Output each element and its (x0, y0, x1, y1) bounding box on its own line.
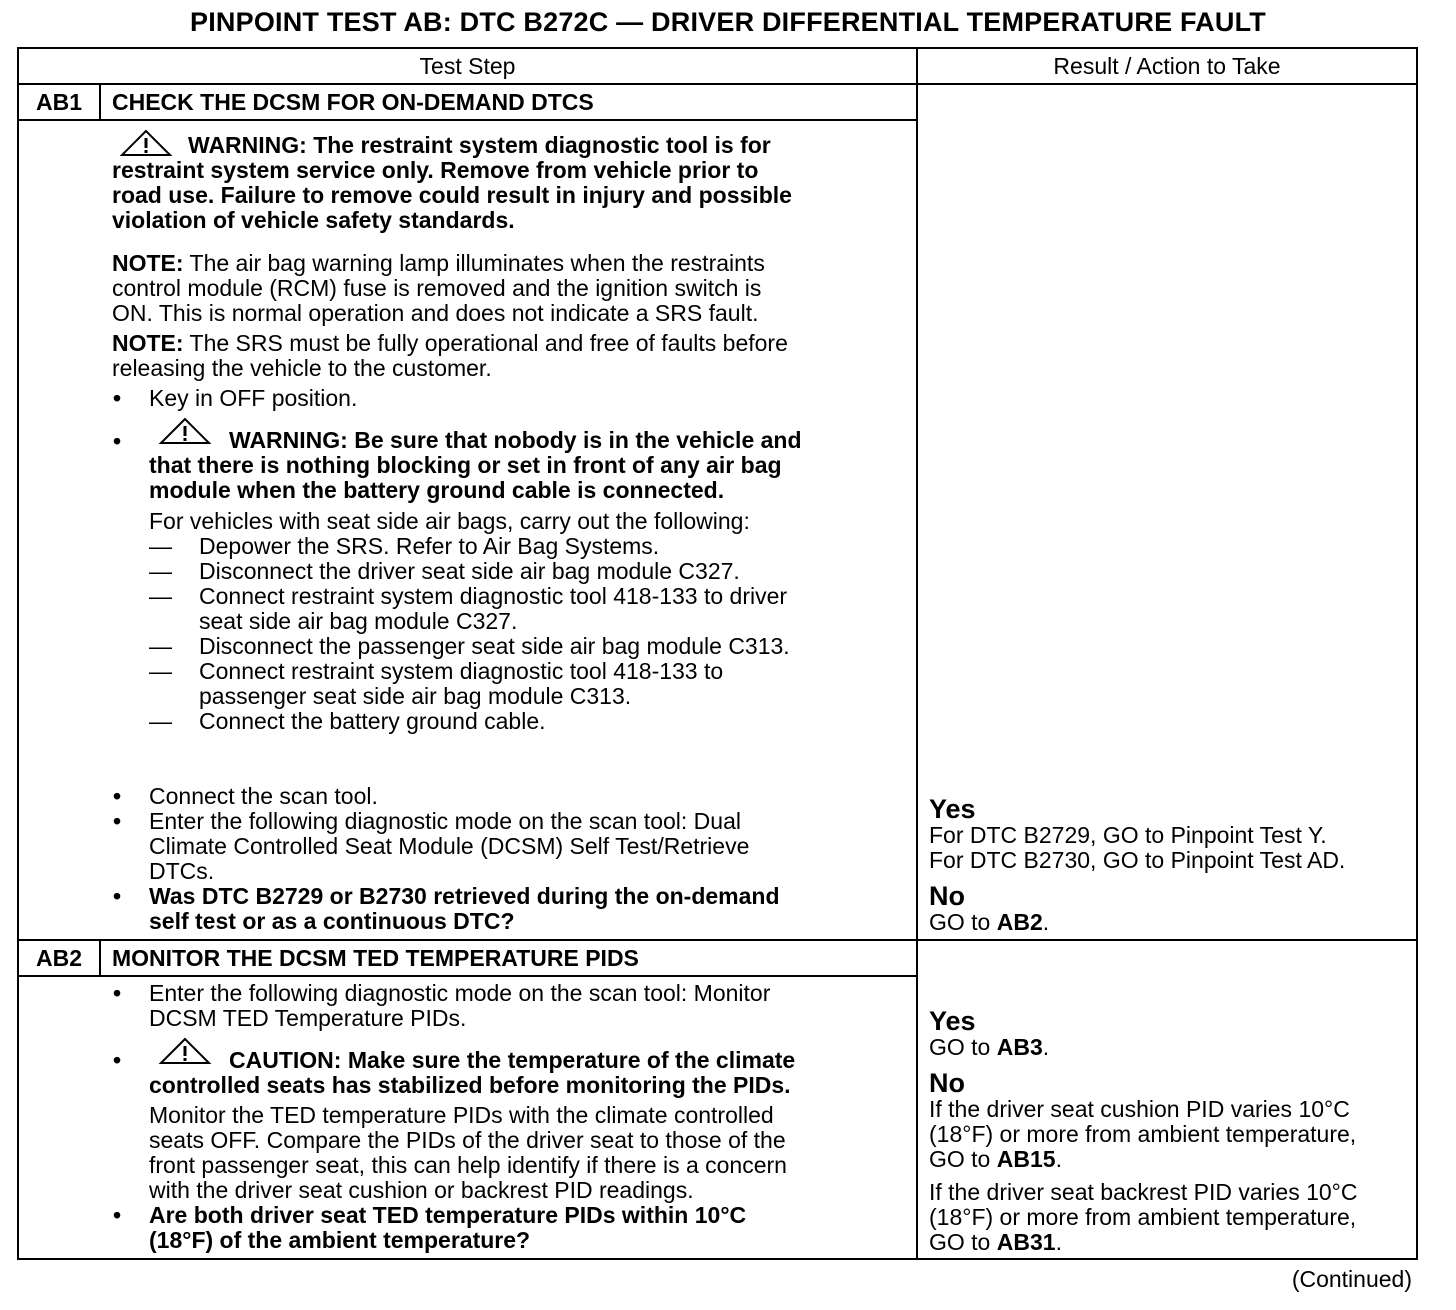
column-divider (916, 47, 918, 1260)
step-line: Enter the following diagnostic mode on the scan tool: Dual (149, 808, 741, 834)
side-airbag-intro: For vehicles with seat side air bags, carry out the following: (149, 508, 750, 534)
note-text: The air bag warning lamp illuminates when the restraints (183, 250, 765, 276)
result-line: If the driver seat backrest PID varies 10°C (929, 1179, 1358, 1205)
result-text: GO to (929, 1034, 997, 1060)
step-title: MONITOR THE DCSM TED TEMPERATURE PIDS (112, 945, 639, 971)
result-text: . (1042, 909, 1050, 935)
step-id-divider (99, 940, 101, 977)
dash-icon: — (149, 583, 172, 609)
warning-line: WARNING: Be sure that nobody is in the vehicle and (229, 427, 802, 453)
bullet-icon: • (113, 1202, 122, 1228)
monitor-line: front passenger seat, this can help identify if there is a concern (149, 1152, 787, 1178)
monitor-line: with the driver seat cushion or backrest PID readings. (149, 1177, 694, 1203)
step-question (149, 884, 780, 934)
result-line: For DTC B2730, GO to Pinpoint Test AD. (929, 847, 1346, 873)
no-label: No (929, 881, 965, 911)
substep (199, 659, 723, 709)
ab2-title-rule (17, 975, 918, 977)
question-line: Was DTC B2729 or B2730 retrieved during the on-demand (149, 883, 780, 909)
dash-icon: — (149, 658, 172, 684)
yes-label: Yes (929, 794, 976, 824)
bullet-icon: • (113, 1047, 122, 1073)
step-enter-mode (149, 981, 770, 1031)
question-line: self test or as a continuous DTC? (149, 908, 515, 934)
step-id: AB1 (35, 89, 82, 115)
step-title: CHECK THE DCSM FOR ON-DEMAND DTCS (112, 89, 594, 115)
step-ref: AB2 (996, 909, 1043, 935)
substep: Depower the SRS. Refer to Air Bag Systems. (199, 533, 660, 559)
ab1-title-rule (17, 119, 918, 121)
caution-stabilized (149, 1048, 795, 1098)
result-text: GO to (929, 1146, 997, 1172)
note-label: NOTE: (112, 330, 184, 356)
header-result: Result / Action to Take (1053, 53, 1281, 79)
note-text: control module (RCM) fuse is removed and the ignition switch is (112, 275, 762, 301)
step-line: DCSM TED Temperature PIDs. (149, 1005, 467, 1031)
caution-triangle-icon (157, 1037, 213, 1067)
dash-icon: — (149, 533, 172, 559)
step-ref: AB31 (996, 1229, 1056, 1255)
monitor-line: Monitor the TED temperature PIDs with the climate controlled (149, 1102, 774, 1128)
warning-line: that there is nothing blocking or set in front of any air bag (149, 452, 782, 478)
step-enter-mode (149, 809, 749, 884)
result-line: If the driver seat cushion PID varies 10°C (929, 1096, 1350, 1122)
step-question (149, 1203, 746, 1253)
no-label: No (929, 1068, 965, 1098)
note-text: ON. This is normal operation and does not indicate a SRS fault. (112, 300, 759, 326)
result-line: (18°F) or more from ambient temperature, (929, 1121, 1357, 1147)
warning-nobody-in-vehicle (149, 428, 802, 503)
substep: Disconnect the driver seat side air bag module C327. (199, 558, 740, 584)
bullet-icon: • (113, 428, 122, 454)
result-line: (18°F) or more from ambient temperature, (929, 1204, 1357, 1230)
warning-line: restraint system service only. Remove from vehicle prior to (112, 157, 759, 183)
ab2-result (929, 1007, 1357, 1255)
note-airbag-lamp (112, 251, 765, 326)
warning-triangle-icon (118, 129, 174, 159)
substep: Disconnect the passenger seat side air bag module C313. (199, 633, 790, 659)
bullet-icon: • (113, 385, 122, 411)
ab1-result (929, 795, 1345, 935)
dash-icon: — (149, 708, 172, 734)
dash-icon: — (149, 558, 172, 584)
step-line: DTCs. (149, 858, 215, 884)
bullet-icon: • (113, 980, 122, 1006)
note-srs-operational (112, 331, 788, 381)
warning-line: road use. Failure to remove could result in injury and possible (112, 182, 792, 208)
step-key-off: Key in OFF position. (149, 385, 358, 411)
result-text: . (1042, 1034, 1050, 1060)
question-line: Are both driver seat TED temperature PIDs within 10°C (149, 1202, 747, 1228)
result-text: . (1055, 1146, 1062, 1172)
caution-line: CAUTION: Make sure the temperature of the climate (229, 1047, 796, 1073)
substep: Connect the battery ground cable. (199, 708, 546, 734)
result-text: GO to (929, 1229, 997, 1255)
note-text: releasing the vehicle to the customer. (112, 355, 492, 381)
step-ref: AB15 (996, 1146, 1056, 1172)
substep-line: Connect restraint system diagnostic tool 418-133 to driver (199, 583, 788, 609)
result-text: GO to (929, 909, 997, 935)
question-line: (18°F) of the ambient temperature? (149, 1227, 531, 1253)
substep-line: seat side air bag module C327. (199, 608, 518, 634)
monitor-instructions (149, 1103, 787, 1203)
warning-line: violation of vehicle safety standards. (112, 207, 515, 233)
step-line: Climate Controlled Seat Module (DCSM) Self Test/Retrieve (149, 833, 750, 859)
page-title: PINPOINT TEST AB: DTC B272C — DRIVER DIFFERENTIAL TEMPERATURE FAULT (190, 7, 1266, 37)
step-ref: AB3 (996, 1034, 1043, 1060)
dash-icon: — (149, 633, 172, 659)
bullet-icon: • (113, 883, 122, 909)
caution-line: controlled seats has stabilized before monitoring the PIDs. (149, 1072, 791, 1098)
bullet-icon: • (113, 783, 122, 809)
step-connect-scan: Connect the scan tool. (149, 783, 378, 809)
step-line: Enter the following diagnostic mode on the scan tool: Monitor (149, 980, 771, 1006)
warning-restraint-tool (112, 133, 792, 233)
result-line: For DTC B2729, GO to Pinpoint Test Y. (929, 822, 1327, 848)
warning-line: WARNING: The restraint system diagnostic tool is for (188, 132, 771, 158)
note-text: The SRS must be fully operational and free of faults before (183, 330, 788, 356)
warning-line: module when the battery ground cable is connected. (149, 477, 725, 503)
continued-label: (Continued) (1291, 1266, 1412, 1292)
note-label: NOTE: (112, 250, 184, 276)
yes-label: Yes (929, 1006, 976, 1036)
header-test-step: Test Step (419, 53, 516, 79)
substep (199, 584, 787, 634)
substep-line: passenger seat side air bag module C313. (199, 683, 632, 709)
step-id-divider (99, 84, 101, 121)
substep-line: Connect restraint system diagnostic tool 418-133 to (199, 658, 724, 684)
result-text: . (1055, 1229, 1062, 1255)
monitor-line: seats OFF. Compare the PIDs of the driver seat to those of the (149, 1127, 786, 1153)
warning-triangle-icon (157, 417, 213, 447)
bullet-icon: • (113, 808, 122, 834)
step-id: AB2 (35, 945, 82, 971)
